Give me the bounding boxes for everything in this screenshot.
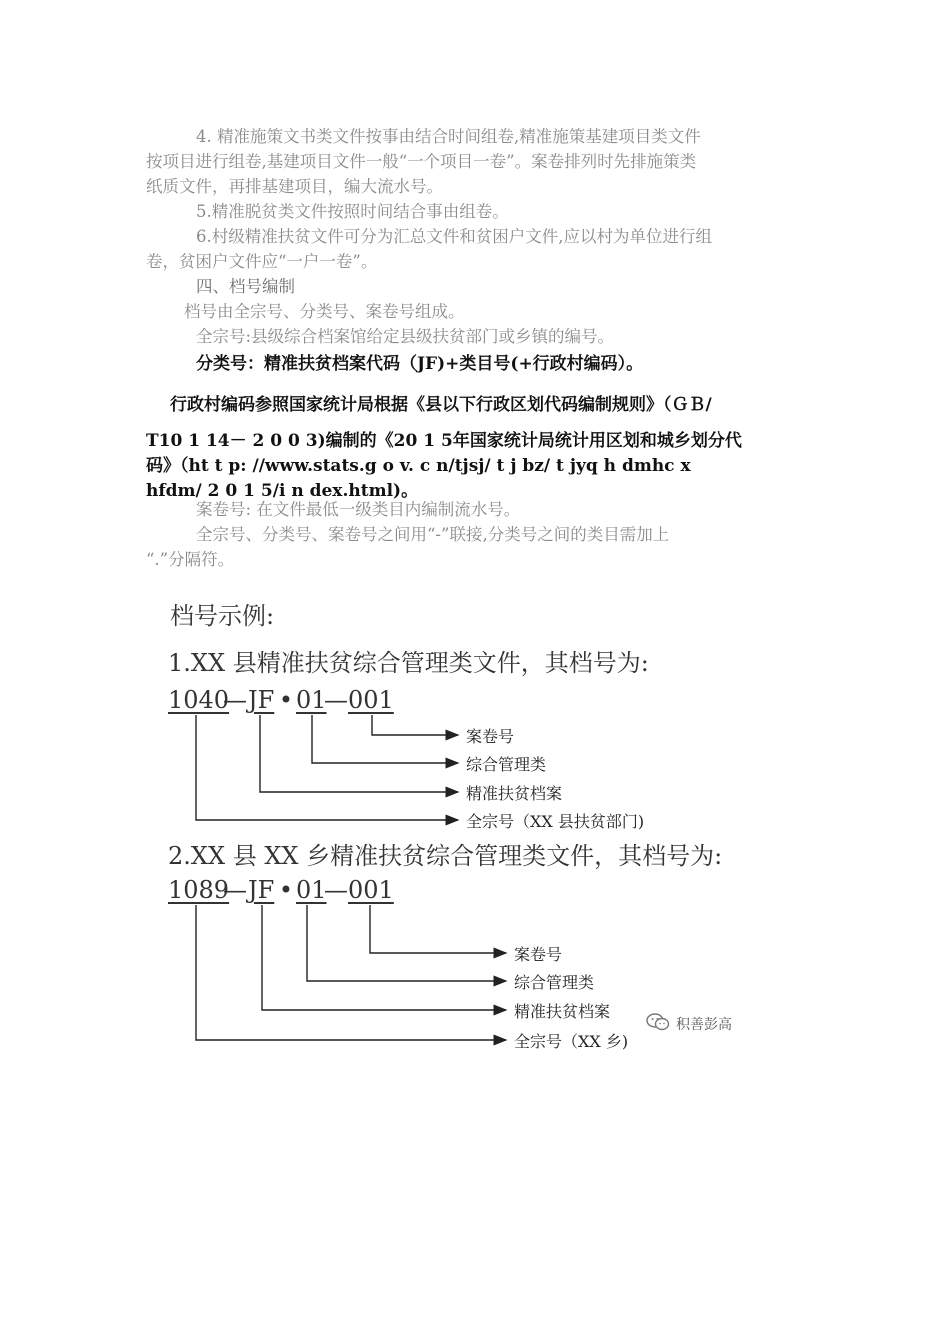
- paragraph-4-line-3: 纸质文件，再排基建项目，编大流水号。: [146, 177, 443, 196]
- example-2-connector-archive: [262, 905, 506, 1010]
- example-1-connector-category: [312, 715, 458, 763]
- example-2-label-fonds: 全宗号（XX 乡): [514, 1032, 629, 1051]
- separator-line-2: “.”分隔符。: [146, 550, 235, 569]
- fonds-number-text: 全宗号:县级综合档案馆给定县级扶贫部门或乡镇的编号。: [196, 327, 615, 346]
- example-1-dash-2: —: [324, 686, 348, 714]
- example-1-dot: •: [278, 686, 294, 714]
- paragraph-4-line-2: 按项目进行组卷,基建项目文件一般“一个项目一卷”。案卷排列时先排施策类: [146, 152, 697, 171]
- example-1-label-file: 案卷号: [466, 727, 515, 746]
- example-1-connector-archive: [260, 715, 458, 792]
- example-1-connector-fonds: [196, 715, 458, 820]
- example-2-connector-file: [370, 905, 506, 953]
- example-2-fonds: 1089: [168, 876, 230, 904]
- example-2-category: 01: [296, 876, 327, 904]
- example-2-label-file: 案卷号: [514, 945, 563, 964]
- example-1-label-category: 综合管理类: [466, 755, 547, 774]
- watermark: [646, 1013, 732, 1035]
- example-2-label-archive: 精准扶贫档案: [514, 1002, 611, 1021]
- paragraph-4-line-1: 4. 精准施策文书类文件按事由结合时间组卷,精准施策基建项目类文件: [196, 127, 701, 146]
- village-code-line-1: 行政村编码参照国家统计局根据《县以下行政区划代码编制规则》（ＧＢ/: [170, 395, 712, 415]
- example-1-label-fonds: 全宗号（XX 县扶贫部门): [466, 812, 645, 831]
- example-2-file: 001: [348, 876, 394, 904]
- watermark-text: 积善彭高: [676, 1017, 732, 1033]
- example-2-label-category: 综合管理类: [514, 973, 595, 992]
- file-number-text: 案卷号: 在文件最低一级类目内编制流水号。: [196, 500, 521, 519]
- village-code-line-4: hfdm/ 2 0 1 5/i n dex.html)。: [146, 481, 419, 501]
- village-code-line-3: 码》（ht t p: //www.stats.g o v. c n/tjsj/ t j bz/ t jyq h dmhc x: [146, 456, 691, 476]
- example-2-connector-category: [307, 905, 506, 981]
- paragraph-5: 5.精准脱贫类文件按照时间结合事由组卷。: [196, 202, 509, 221]
- example-2-jf: JF: [248, 876, 275, 904]
- example-2-dash-1: —: [223, 876, 247, 904]
- example-1-title: 1.XX 县精准扶贫综合管理类文件，其档号为:: [168, 649, 649, 677]
- examples-heading: 档号示例:: [170, 602, 275, 630]
- paragraph-6-line-1: 6.村级精准扶贫文件可分为汇总文件和贫困户文件,应以村为单位进行组: [196, 227, 712, 246]
- intro-text: 档号由全宗号、分类号、案卷号组成。: [184, 302, 465, 321]
- example-1-dash-1: —: [223, 686, 247, 714]
- village-code-line-2: T10 1 14－ 2 0 0 3)编制的《20 1 5年国家统计局统计用区划和城乡划分代: [146, 431, 742, 451]
- example-2-title: 2.XX 县 XX 乡精准扶贫综合管理类文件，其档号为:: [168, 842, 723, 870]
- example-1-label-archive: 精准扶贫档案: [466, 784, 563, 803]
- example-1-jf: JF: [248, 686, 275, 714]
- separator-line-1: 全宗号、分类号、案卷号之间用“-”联接,分类号之间的类目需加上: [196, 525, 670, 544]
- wechat-icon: [646, 1013, 670, 1035]
- example-2-dot: •: [278, 876, 294, 904]
- classification-number-text: 分类号：精准扶贫档案代码（JF)+类目号(+行政村编码）。: [196, 354, 644, 374]
- example-2-dash-2: —: [324, 876, 348, 904]
- section-heading: 四、档号编制: [196, 277, 295, 296]
- paragraph-6-line-2: 卷，贫困户文件应“一户一卷”。: [146, 252, 378, 271]
- example-1-connector-file: [372, 715, 458, 735]
- example-1-fonds: 1040: [168, 686, 230, 714]
- example-2-connector-fonds: [196, 905, 506, 1040]
- example-1-file: 001: [348, 686, 394, 714]
- example-1-category: 01: [296, 686, 327, 714]
